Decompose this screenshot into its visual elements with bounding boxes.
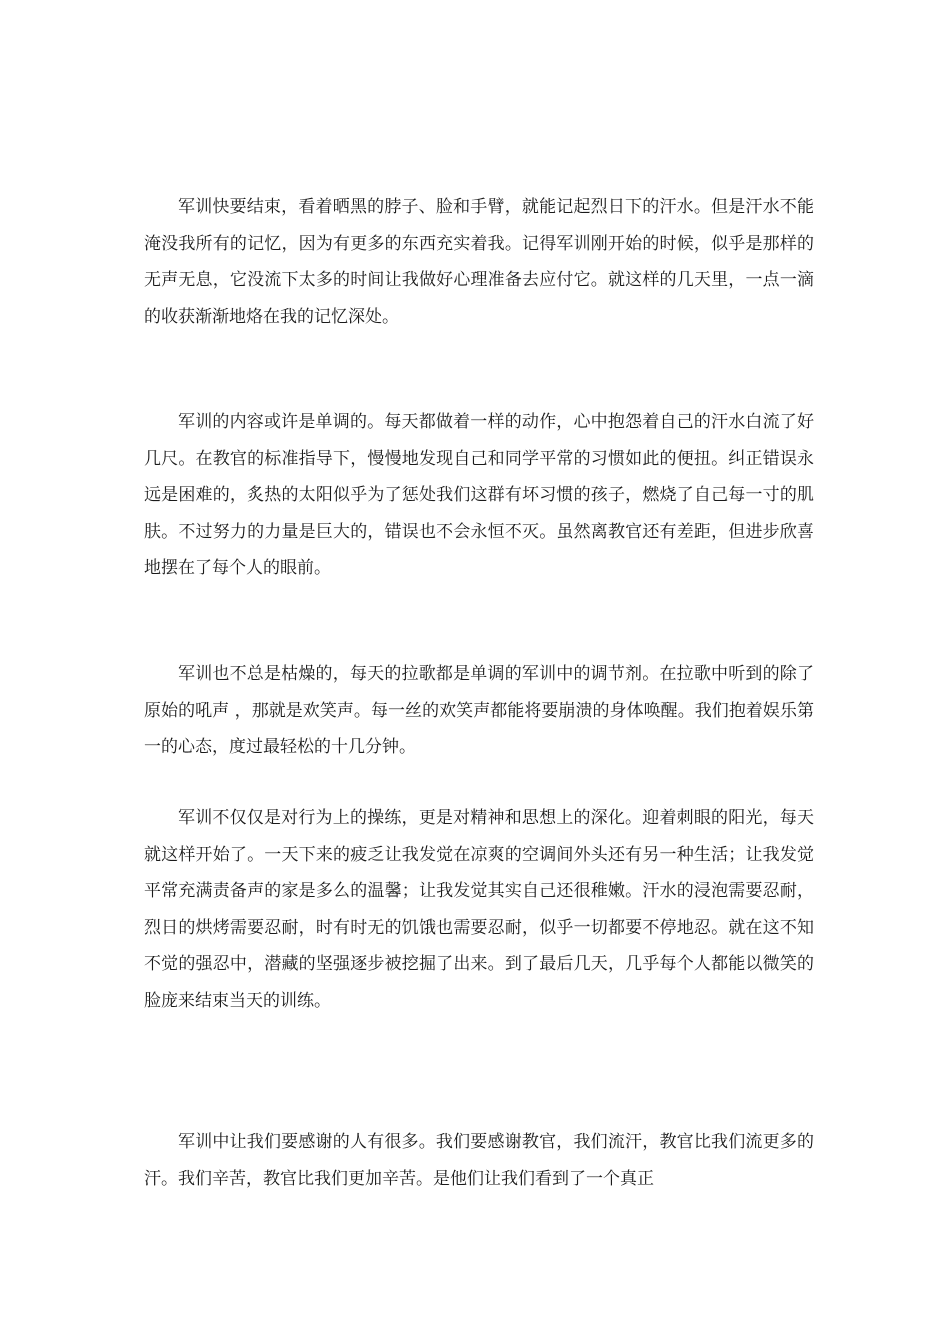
paragraph-3: 军训也不总是枯燥的，每天的拉歌都是单调的军训中的调节剂。在拉歌中听到的除了 原始的吼声 ，那就是欢笑声。每一丝的欢笑声都能将要崩溃的身体唤醒。我们抱着娱乐第一的心态，度过最轻松的十几分钟。 <box>144 664 814 758</box>
paragraph-1: 军训快要结束，看着晒黑的脖子、脸和手臂，就能记起烈日下的汗水。但是汗水不能淹没我所有的记忆，因为有更多的东西充实着我。记得军训刚开始的时候，似乎是那样的无声无息，它没流下太多的时间让我做好心理准备去应付它。就这样的几天里，一点一滴的收获渐渐地烙在我的记忆深处。 <box>144 197 814 327</box>
paragraph-5: 军训中让我们要感谢的人有很多。我们要感谢教官，我们流汗，教官比我们流更多的汗。我们辛苦，教官比我们更加辛苦。是他们让我们看到了一个真正 <box>144 1132 814 1189</box>
paragraph-2: 军训的内容或许是单调的。每天都做着一样的动作，心中抱怨着自己的汗水白流了好几尺。在教官的标准指导下，慢慢地发现自己和同学平常的习惯如此的便扭。纠正错误永远是困难的，炙热的太阳似乎为了惩处我们这群有坏习惯的孩子，燃烧了自己每一寸的肌肤。不过努力的力量是巨大的，错误也不会永恒不灭。虽然离教官还有差距，但进步欣喜地摆在了每个人的眼前。 <box>144 412 814 579</box>
paragraph-4: 军训不仅仅是对行为上的操练，更是对精神和思想上的深化。迎着刺眼的阳光，每天就这样开始了。一天下来的疲乏让我发觉在凉爽的空调间外头还有另一种生活；让我发觉平常充满责备声的家是多么的温馨；让我发觉其实自己还很稚嫩。汗水的浸泡需要忍耐，烈日的烘烤需要忍耐，时有时无的饥饿也需要忍耐，似乎一切都要不停地忍。就在这不知不觉的强忍中，潜藏的坚强逐步被挖掘了出来。到了最后几天，几乎每个人都能以微笑的脸庞来结束当天的训练。 <box>144 808 814 1011</box>
